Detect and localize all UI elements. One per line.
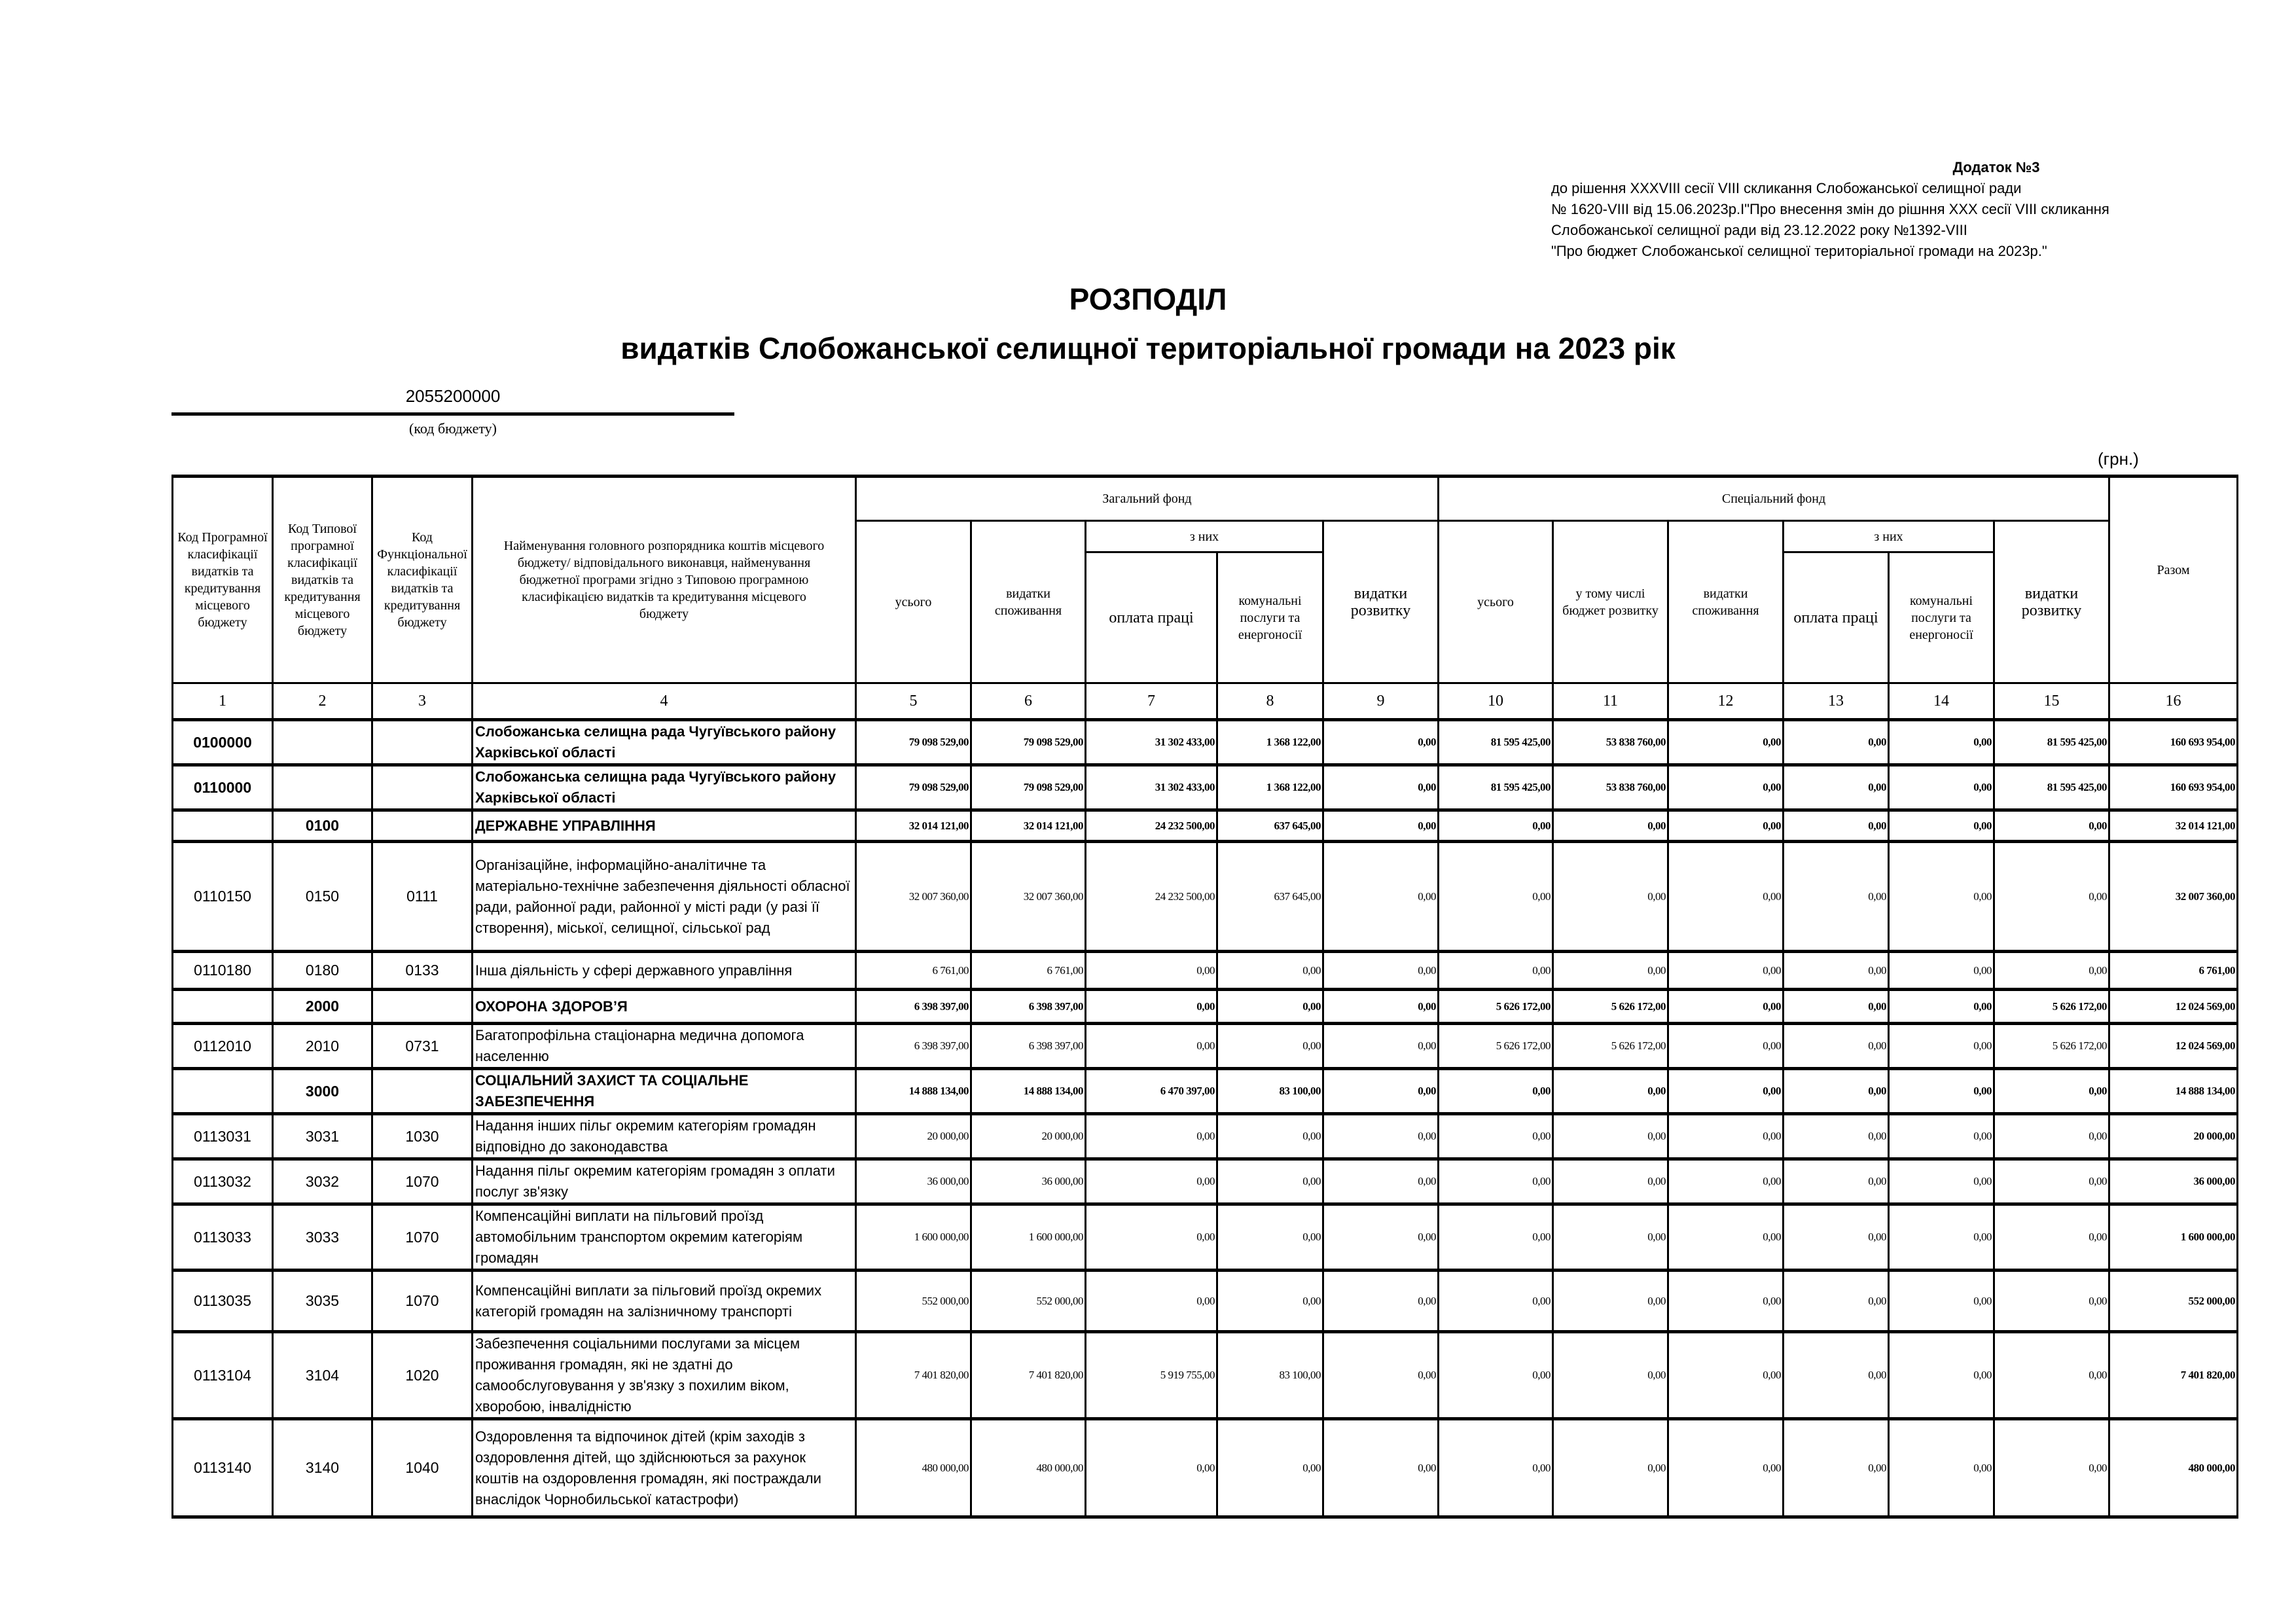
amount-cell: 0,00 [1439,1419,1553,1517]
expenditure-table [171,475,2238,1519]
amount-cell: 0,00 [1086,1271,1217,1332]
amount-cell: 6 398 397,00 [856,990,971,1024]
amount-cell: 53 838 760,00 [1553,720,1668,765]
amount-cell: 1 368 122,00 [1217,720,1323,765]
header-functional-code: Код Функціональної класифікації видатків та кредитування бюджету [372,477,473,683]
amount-cell: 0,00 [1994,842,2109,952]
header-gf-development: видатки розвитку [1323,521,1439,683]
amount-cell: 0,00 [1323,765,1439,810]
amount-cell: 0,00 [1217,1271,1323,1332]
amount-cell: 32 007 360,00 [971,842,1086,952]
amount-cell: 160 693 954,00 [2109,720,2238,765]
amount-cell: 0,00 [1323,1271,1439,1332]
header-sf-development: видатки розвитку [1994,521,2109,683]
amount-cell: 32 014 121,00 [2109,810,2238,842]
amount-cell: 53 838 760,00 [1553,765,1668,810]
functional-code-cell [372,990,473,1024]
column-number: 9 [1323,683,1439,720]
program-name-cell: Надання інших пільг окремим категоріям громадян відповідно до законодавства [473,1114,856,1159]
program-code-cell: 0110150 [173,842,273,952]
budget-code-underline [171,412,734,416]
column-number: 14 [1889,683,1994,720]
amount-cell: 6 470 397,00 [1086,1069,1217,1114]
amount-cell: 0,00 [1889,1271,1994,1332]
column-number: 10 [1439,683,1553,720]
amount-cell: 81 595 425,00 [1439,720,1553,765]
amount-cell: 5 626 172,00 [1439,990,1553,1024]
amount-cell: 6 761,00 [2109,952,2238,990]
program-code-cell: 0100000 [173,720,273,765]
typical-program-code-cell: 2010 [273,1024,372,1069]
amount-cell: 0,00 [1439,810,1553,842]
amount-cell: 0,00 [1994,1204,2109,1271]
functional-code-cell: 1020 [372,1332,473,1419]
amount-cell: 79 098 529,00 [971,720,1086,765]
amount-cell: 0,00 [1553,1271,1668,1332]
amount-cell: 0,00 [1217,952,1323,990]
amount-cell: 20 000,00 [2109,1114,2238,1159]
amount-cell: 7 401 820,00 [971,1332,1086,1419]
amount-cell: 0,00 [1889,1204,1994,1271]
program-code-cell: 0113032 [173,1159,273,1204]
amount-cell: 0,00 [1994,1419,2109,1517]
amount-cell: 36 000,00 [2109,1159,2238,1204]
header-program-code: Код Програмної класифікації видатків та кредитування місцевого бюджету [173,477,273,683]
amount-cell: 0,00 [1323,1159,1439,1204]
program-name-cell: Оздоровлення та відпочинок дітей (крім заходів з оздоровлення дітей, що здійснюються за рахунок коштів на оздоровлення громадян, які постраждали внаслідок Чорнобильської катастрофи) [473,1419,856,1517]
budget-code: 2055200000 [405,386,501,406]
amount-cell: 0,00 [1994,810,2109,842]
amount-cell: 0,00 [1889,1114,1994,1159]
amount-cell: 6 761,00 [971,952,1086,990]
amount-cell: 0,00 [1553,1204,1668,1271]
amount-cell: 0,00 [1668,952,1784,990]
table-row [173,1024,2238,1069]
table-row [173,1114,2238,1159]
program-code-cell: 0113033 [173,1204,273,1271]
amount-cell: 20 000,00 [856,1114,971,1159]
amount-cell: 0,00 [1784,720,1889,765]
functional-code-cell: 0111 [372,842,473,952]
amount-cell: 0,00 [1217,1204,1323,1271]
program-code-cell: 0112010 [173,1024,273,1069]
amount-cell: 0,00 [1323,810,1439,842]
header-special-fund: Спеціальний фонд [1439,477,2109,521]
functional-code-cell: 1070 [372,1204,473,1271]
program-name-cell: Слобожанська селищна рада Чугуївського району Харківської області [473,765,856,810]
amount-cell: 0,00 [1784,842,1889,952]
amount-cell: 0,00 [1086,1114,1217,1159]
table-row [173,1271,2238,1332]
amount-cell: 0,00 [1323,990,1439,1024]
amount-cell: 5 626 172,00 [1553,990,1668,1024]
amount-cell: 32 014 121,00 [971,810,1086,842]
amount-cell: 5 626 172,00 [1439,1024,1553,1069]
document-subtitle: видатків Слобожанської селищної територіальної громади на 2023 рік [620,331,1676,365]
typical-program-code-cell: 3031 [273,1114,372,1159]
amount-cell: 0,00 [1439,1271,1553,1332]
header-gf-of-which: з них [1086,521,1323,552]
header-sf-total: усього [1439,521,1553,683]
annex-line: до рішення XXXVIII сесії VIII скликання Слобожанської селищної ради [1551,180,2022,196]
table-row [173,1069,2238,1114]
amount-cell: 5 919 755,00 [1086,1332,1217,1419]
amount-cell: 0,00 [1086,1159,1217,1204]
amount-cell: 6 398 397,00 [971,1024,1086,1069]
amount-cell: 14 888 134,00 [971,1069,1086,1114]
amount-cell: 0,00 [1323,1204,1439,1271]
typical-program-code-cell: 3033 [273,1204,372,1271]
amount-cell: 480 000,00 [2109,1419,2238,1517]
amount-cell: 0,00 [1668,1024,1784,1069]
amount-cell: 0,00 [1668,842,1784,952]
functional-code-cell: 1030 [372,1114,473,1159]
column-numbers-row [173,683,2238,720]
amount-cell: 0,00 [1889,810,1994,842]
program-name-cell: Компенсаційні виплати на пільговий проїзд автомобільним транспортом окремим категоріям громадян [473,1204,856,1271]
budget-code-caption: (код бюджету) [409,420,497,437]
column-number: 8 [1217,683,1323,720]
table-row [173,765,2238,810]
functional-code-cell: 0731 [372,1024,473,1069]
program-name-cell: ДЕРЖАВНЕ УПРАВЛІННЯ [473,810,856,842]
amount-cell: 0,00 [1784,1069,1889,1114]
amount-cell: 0,00 [1553,1419,1668,1517]
amount-cell: 0,00 [1553,1114,1668,1159]
amount-cell: 14 888 134,00 [2109,1069,2238,1114]
program-name-cell: Забезпечення соціальними послугами за місцем проживання громадян, які не здатні до самообслуговування у зв'язку з похилим віком, хворобою, інвалідністю [473,1332,856,1419]
amount-cell: 480 000,00 [971,1419,1086,1517]
amount-cell: 31 302 433,00 [1086,720,1217,765]
amount-cell: 0,00 [1889,842,1994,952]
document-title: РОЗПОДІЛ [1069,282,1227,316]
amount-cell: 0,00 [1668,1204,1784,1271]
amount-cell: 0,00 [1889,1332,1994,1419]
program-name-cell: Організаційне, інформаційно-аналітичне та матеріально-технічне забезпечення діяльності обласної ради, районної ради, районної у місті ради (у разі її створення), міської, селищної, сільської рад [473,842,856,952]
amount-cell: 0,00 [1323,720,1439,765]
amount-cell: 12 024 569,00 [2109,1024,2238,1069]
amount-cell: 0,00 [1217,1114,1323,1159]
amount-cell: 0,00 [1086,990,1217,1024]
amount-cell: 0,00 [1994,952,2109,990]
program-name-cell: Інша діяльність у сфері державного управління [473,952,856,990]
column-number: 5 [856,683,971,720]
program-code-cell: 0113140 [173,1419,273,1517]
amount-cell: 79 098 529,00 [856,765,971,810]
typical-program-code-cell: 0100 [273,810,372,842]
typical-program-code-cell: 3032 [273,1159,372,1204]
amount-cell: 0,00 [1439,1114,1553,1159]
amount-cell: 0,00 [1323,1024,1439,1069]
amount-cell: 0,00 [1217,1159,1323,1204]
amount-cell: 0,00 [1668,720,1784,765]
amount-cell: 552 000,00 [2109,1271,2238,1332]
amount-cell: 79 098 529,00 [856,720,971,765]
amount-cell: 0,00 [1994,1271,2109,1332]
amount-cell: 0,00 [1086,952,1217,990]
amount-cell: 7 401 820,00 [2109,1332,2238,1419]
amount-cell: 12 024 569,00 [2109,990,2238,1024]
amount-cell: 0,00 [1784,1024,1889,1069]
header-name: Найменування головного розпорядника коштів місцевого бюджету/ відповідального виконавця, найменування бюджетної програми згідно з Типовою програмною класифікацією видатків та кредитування місцевого бюджету [473,477,856,683]
program-code-cell: 0113031 [173,1114,273,1159]
column-number: 12 [1668,683,1784,720]
amount-cell: 0,00 [1086,1204,1217,1271]
amount-cell: 83 100,00 [1217,1332,1323,1419]
typical-program-code-cell: 0150 [273,842,372,952]
amount-cell: 0,00 [1553,1069,1668,1114]
amount-cell: 0,00 [1217,990,1323,1024]
amount-cell: 5 626 172,00 [1994,1024,2109,1069]
amount-cell: 0,00 [1553,842,1668,952]
table-row [173,842,2238,952]
column-number: 2 [273,683,372,720]
amount-cell: 0,00 [1668,1159,1784,1204]
amount-cell: 83 100,00 [1217,1069,1323,1114]
amount-cell: 0,00 [1889,1024,1994,1069]
table-body [173,720,2238,1517]
amount-cell: 0,00 [1553,810,1668,842]
amount-cell: 6 398 397,00 [856,1024,971,1069]
amount-cell: 0,00 [1668,1332,1784,1419]
program-name-cell: Багатопрофільна стаціонарна медична допомога населенню [473,1024,856,1069]
table-row [173,1204,2238,1271]
amount-cell: 0,00 [1994,1069,2109,1114]
amount-cell: 0,00 [1889,952,1994,990]
header-typical-program-code: Код Типової програмної класифікації видатків та кредитування місцевого бюджету [273,477,372,683]
header-gf-wages: оплата праці [1086,552,1217,683]
table-row [173,1332,2238,1419]
table-row [173,810,2238,842]
amount-cell: 0,00 [1889,765,1994,810]
amount-cell: 0,00 [1323,952,1439,990]
header-sf-consumption: видатки споживання [1668,521,1784,683]
functional-code-cell: 1070 [372,1159,473,1204]
header-general-fund: Загальний фонд [856,477,1439,521]
column-number: 6 [971,683,1086,720]
amount-cell: 0,00 [1994,1332,2109,1419]
functional-code-cell [372,765,473,810]
annex-line: Слобожанської селищної ради від 23.12.2022 року №1392-VIII [1551,222,1967,238]
amount-cell: 0,00 [1553,952,1668,990]
header-total-sum: Разом [2109,477,2238,683]
amount-cell: 31 302 433,00 [1086,765,1217,810]
amount-cell: 0,00 [1086,1419,1217,1517]
program-name-cell: Компенсаційні виплати за пільговий проїзд окремих категорій громадян на залізничному транспорті [473,1271,856,1332]
amount-cell: 0,00 [1889,720,1994,765]
amount-cell: 6 398 397,00 [971,990,1086,1024]
column-number: 16 [2109,683,2238,720]
amount-cell: 0,00 [1323,842,1439,952]
functional-code-cell: 1070 [372,1271,473,1332]
functional-code-cell: 0133 [372,952,473,990]
amount-cell: 5 626 172,00 [1994,990,2109,1024]
typical-program-code-cell: 0180 [273,952,372,990]
amount-cell: 0,00 [1323,1419,1439,1517]
amount-cell: 32 007 360,00 [856,842,971,952]
amount-cell: 14 888 134,00 [856,1069,971,1114]
functional-code-cell: 1040 [372,1419,473,1517]
program-name-cell: ОХОРОНА ЗДОРОВ’Я [473,990,856,1024]
column-number: 7 [1086,683,1217,720]
amount-cell: 552 000,00 [856,1271,971,1332]
program-code-cell [173,810,273,842]
amount-cell: 24 232 500,00 [1086,810,1217,842]
program-name-cell: Слобожанська селищна рада Чугуївського району Харківської області [473,720,856,765]
amount-cell: 0,00 [1323,1332,1439,1419]
program-code-cell: 0113104 [173,1332,273,1419]
amount-cell: 32 014 121,00 [856,810,971,842]
typical-program-code-cell: 3104 [273,1332,372,1419]
amount-cell: 0,00 [1784,765,1889,810]
amount-cell: 0,00 [1994,1114,2109,1159]
amount-cell: 0,00 [1994,1159,2109,1204]
annex-line: "Про бюджет Слобожанської селищної територіальної громади на 2023р." [1551,243,2047,259]
amount-cell: 0,00 [1439,1069,1553,1114]
amount-cell: 36 000,00 [971,1159,1086,1204]
amount-cell: 0,00 [1668,1069,1784,1114]
typical-program-code-cell: 3035 [273,1271,372,1332]
column-number: 15 [1994,683,2109,720]
header-sf-dev-budget: у тому числі бюджет розвитку [1553,521,1668,683]
amount-cell: 0,00 [1784,990,1889,1024]
column-number: 13 [1784,683,1889,720]
amount-cell: 480 000,00 [856,1419,971,1517]
amount-cell: 81 595 425,00 [1994,765,2109,810]
amount-cell: 637 645,00 [1217,810,1323,842]
amount-cell: 0,00 [1553,1332,1668,1419]
program-code-cell: 0110180 [173,952,273,990]
program-code-cell [173,1069,273,1114]
amount-cell: 81 595 425,00 [1994,720,2109,765]
typical-program-code-cell: 3000 [273,1069,372,1114]
amount-cell: 160 693 954,00 [2109,765,2238,810]
table-row [173,1159,2238,1204]
program-code-cell: 0110000 [173,765,273,810]
typical-program-code-cell [273,765,372,810]
amount-cell: 0,00 [1323,1069,1439,1114]
column-number: 1 [173,683,273,720]
amount-cell: 0,00 [1439,1204,1553,1271]
header-sf-of-which: з них [1784,521,1994,552]
header-gf-utilities: комунальні послуги та енергоносії [1217,552,1323,683]
table-row [173,952,2238,990]
amount-cell: 0,00 [1784,1271,1889,1332]
amount-cell: 0,00 [1784,1159,1889,1204]
amount-cell: 0,00 [1784,1419,1889,1517]
amount-cell: 0,00 [1439,1332,1553,1419]
amount-cell: 1 368 122,00 [1217,765,1323,810]
amount-cell: 36 000,00 [856,1159,971,1204]
functional-code-cell [372,720,473,765]
amount-cell: 0,00 [1889,1069,1994,1114]
amount-cell: 0,00 [1784,1204,1889,1271]
annex-block [1551,157,2271,262]
amount-cell: 5 626 172,00 [1553,1024,1668,1069]
amount-cell: 0,00 [1668,810,1784,842]
amount-cell: 552 000,00 [971,1271,1086,1332]
header-gf-total: усього [856,521,971,683]
header-gf-consumption: видатки споживання [971,521,1086,683]
amount-cell: 0,00 [1889,1159,1994,1204]
amount-cell: 0,00 [1889,990,1994,1024]
amount-cell: 0,00 [1217,1419,1323,1517]
table-row [173,1419,2238,1517]
annex-line: № 1620-VIII від 15.06.2023р.І"Про внесення змін до рішння ХХХ сесії VIII скликання [1551,201,2109,217]
amount-cell: 0,00 [1323,1114,1439,1159]
amount-cell: 7 401 820,00 [856,1332,971,1419]
header-sf-utilities: комунальні послуги та енергоносії [1889,552,1994,683]
amount-cell: 0,00 [1784,810,1889,842]
amount-cell: 1 600 000,00 [856,1204,971,1271]
annex-title: Додаток №3 [1952,159,2040,175]
amount-cell: 1 600 000,00 [2109,1204,2238,1271]
functional-code-cell [372,1069,473,1114]
amount-cell: 6 761,00 [856,952,971,990]
amount-cell: 0,00 [1784,1332,1889,1419]
amount-cell: 79 098 529,00 [971,765,1086,810]
amount-cell: 0,00 [1889,1419,1994,1517]
amount-cell: 24 232 500,00 [1086,842,1217,952]
amount-cell: 0,00 [1439,1159,1553,1204]
amount-cell: 81 595 425,00 [1439,765,1553,810]
amount-cell: 0,00 [1668,1271,1784,1332]
program-code-cell: 0113035 [173,1271,273,1332]
amount-cell: 32 007 360,00 [2109,842,2238,952]
functional-code-cell [372,810,473,842]
amount-cell: 20 000,00 [971,1114,1086,1159]
amount-cell: 1 600 000,00 [971,1204,1086,1271]
header-sf-wages: оплата праці [1784,552,1889,683]
amount-cell: 0,00 [1086,1024,1217,1069]
amount-cell: 0,00 [1668,1419,1784,1517]
amount-cell: 0,00 [1439,952,1553,990]
amount-cell: 0,00 [1668,990,1784,1024]
amount-cell: 0,00 [1784,952,1889,990]
program-code-cell [173,990,273,1024]
amount-cell: 0,00 [1784,1114,1889,1159]
amount-cell: 0,00 [1217,1024,1323,1069]
program-name-cell: Надання пільг окремим категоріям громадян з оплати послуг зв'язку [473,1159,856,1204]
typical-program-code-cell [273,720,372,765]
table-row [173,720,2238,765]
typical-program-code-cell: 2000 [273,990,372,1024]
column-number: 3 [372,683,473,720]
table-row [173,990,2238,1024]
currency-unit: (грн.) [2098,449,2139,469]
program-name-cell: СОЦІАЛЬНИЙ ЗАХИСТ ТА СОЦІАЛЬНЕ ЗАБЕЗПЕЧЕННЯ [473,1069,856,1114]
amount-cell: 0,00 [1668,765,1784,810]
amount-cell: 0,00 [1553,1159,1668,1204]
amount-cell: 0,00 [1668,1114,1784,1159]
column-number: 11 [1553,683,1668,720]
column-number: 4 [473,683,856,720]
typical-program-code-cell: 3140 [273,1419,372,1517]
amount-cell: 637 645,00 [1217,842,1323,952]
amount-cell: 0,00 [1439,842,1553,952]
